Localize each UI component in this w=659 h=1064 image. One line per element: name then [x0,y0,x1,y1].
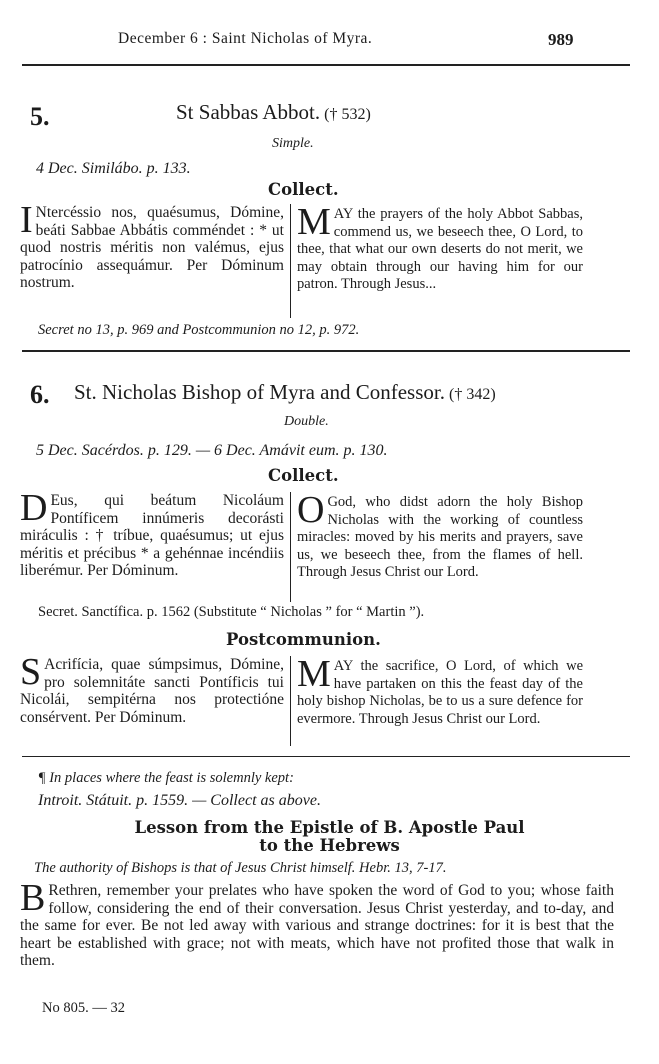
page-number: 989 [548,30,574,49]
sabbas-title: St Sabbas Abbot. [176,100,321,124]
lesson-text [20,877,614,970]
sabbas-column-divider [290,204,291,318]
postcommunion-latin-initial: S [20,651,42,693]
nicholas-latin-text: Eus, qui beátum Nicoláum Pontíficem innúmeris decorásti miráculis : † tríbue, quaésumus; ut ejus méritis et précibus * a gehénnae incéndiis liberémur. Per Dóminum. [20,492,284,579]
sabbas-collect-english [297,201,583,294]
sabbas-collect-heading: Collect. [268,180,339,199]
nicholas-latin-initial: D [20,487,48,529]
nicholas-obit: († 342) [448,386,496,403]
nicholas-collect-latin [20,487,284,580]
lesson-title-line1: Lesson from the Epistle of B. Apostle Paul [134,818,525,837]
postcommunion-latin [20,651,284,726]
nicholas-commemoration: 5 Dec. Sacérdos. p. 129. — 6 Dec. Amávit eum. p. 130. [36,442,388,459]
header-rule [22,64,630,66]
sabbas-obit: († 532) [324,106,371,123]
running-title: December 6 : Saint Nicholas of Myra. [118,30,373,47]
sabbas-number: 5. [30,102,50,131]
sabbas-latin-initial: I [20,199,33,241]
footer-signature: No 805. — 32 [42,1000,125,1016]
nicholas-english-initial: O [297,489,325,531]
solemn-rubric: ¶ In places where the feast is solemnly kept: [38,770,294,786]
postcommunion-column-divider [290,656,291,746]
postcommunion-english-initial: M [297,653,331,695]
section-rule [22,350,630,352]
sabbas-collect-latin [20,199,284,292]
sabbas-secret-note: Secret no 13, p. 969 and Postcommunion no 12, p. 972. [38,322,360,338]
nicholas-secret-note: Secret. Sanctífica. p. 1562 (Substitute “ Nicholas ” for “ Martin ”). [38,604,425,620]
lesson-initial: B [20,877,46,919]
postcommunion-english-text: AY the sacrifice, O Lord, of which we have partaken on this the feast day of the holy bishop Nicholas, be to us a sure defence for evermore. Through Jesus Christ our Lord. [297,658,583,727]
nicholas-title: St. Nicholas Bishop of Myra and Confessor. [74,380,445,404]
nicholas-column-divider [290,492,291,602]
sabbas-english-text: AY the prayers of the holy Abbot Sabbas, commend us, we beseech thee, O Lord, to thee, that what our own deserts do not merit, we may obtain through our having him for our patron. Through Jesus... [297,206,583,292]
nicholas-collect-heading: Collect. [268,466,339,485]
sabbas-latin-text: Ntercéssio nos, quaésumus, Dómine, beáti Sabbae Abbátis comméndet : * ut quod nostris méritis non valémus, ejus patrocínio assequámur. Per Dóminum nostrum. [20,204,284,291]
postcommunion-heading: Postcommunion. [226,630,381,649]
nicholas-rank: Double. [284,414,329,429]
nicholas-english-text: God, who didst adorn the holy Bishop Nicholas with the working of countless miracles: moved by his merits and prayers, save us, we beseech thee, from the flames of hell. Through Jesus Christ our Lord. [297,494,583,580]
nicholas-heading [74,380,496,405]
solemn-rule [22,756,630,757]
nicholas-number: 6. [30,380,50,409]
sabbas-rank: Simple. [272,136,314,151]
postcommunion-latin-text: Acrifícia, quae súmpsimus, Dómine, pro solemnitáte sancti Pontíficis tui Nicolái, sempitérna nos protectióne consérvent. Per Dóminum. [20,656,284,726]
sabbas-commemoration: 4 Dec. Similábo. p. 133. [36,160,191,177]
sabbas-english-initial: M [297,201,331,243]
nicholas-collect-english [297,489,583,582]
sabbas-heading [176,100,371,125]
lesson-summary: The authority of Bishops is that of Jesus Christ himself. Hebr. 13, 7-17. [34,860,447,876]
lesson-body: Rethren, remember your prelates who have spoken the word of God to you; whose faith follow, considering the end of their conversation. Jesus Christ yesterday, and to-day, and the same for ever. Be not led away with various and strange doctrines: for it is best that the heart be established with grace; not with meats, which have not profited those that walk in them. [20,882,614,969]
postcommunion-english [297,653,583,728]
lesson-title-line2: to the Hebrews [259,836,400,855]
introit-line: Introit. Státuit. p. 1559. — Collect as above. [38,792,321,809]
